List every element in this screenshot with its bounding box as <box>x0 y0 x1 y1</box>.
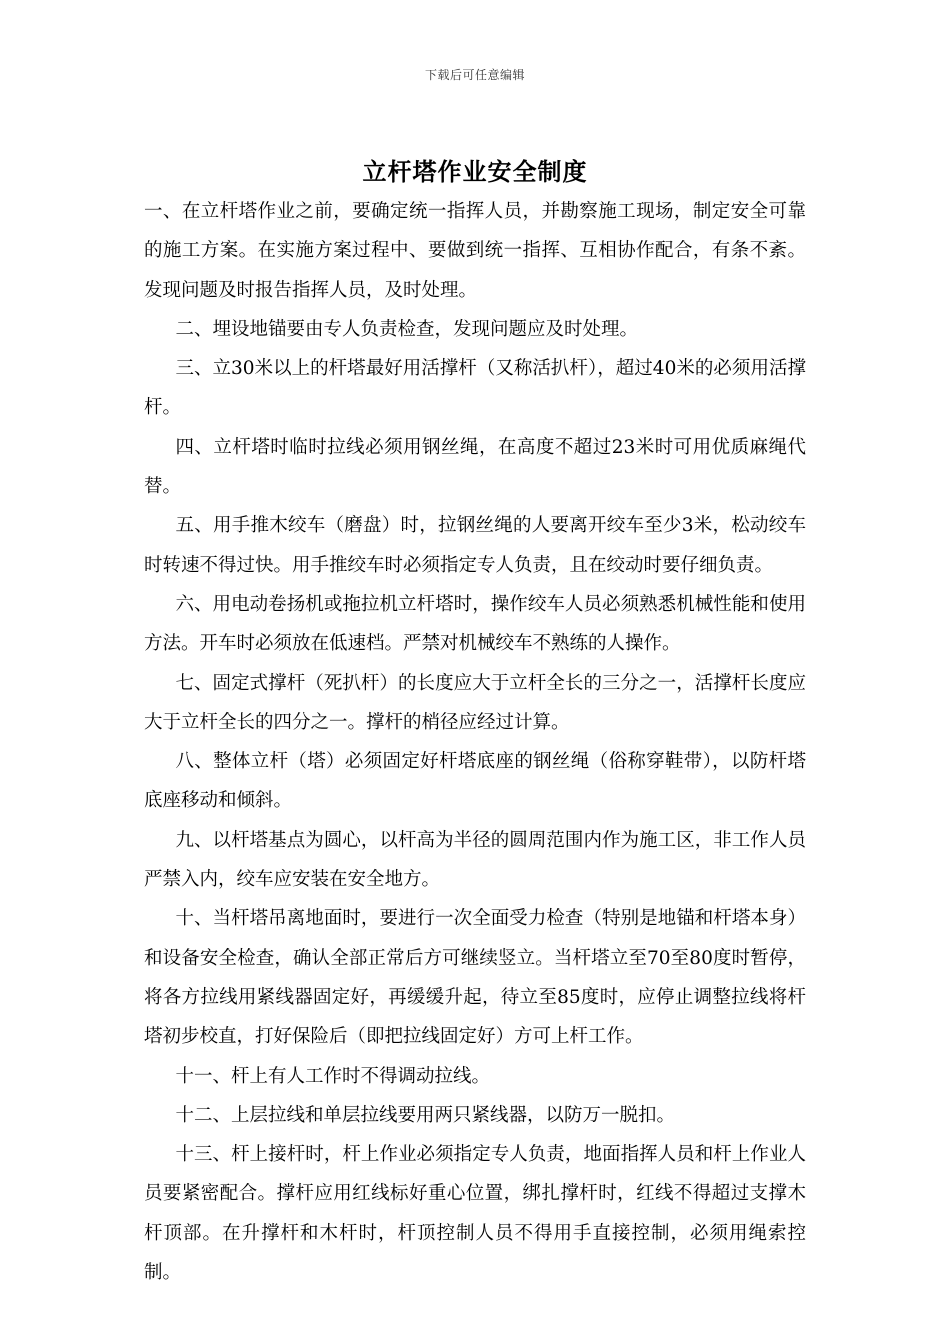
paragraph-13: 十三、杆上接杆时，杆上作业必须指定专人负责，地面指挥人员和杆上作业人员要紧密配合。撑杆应用红线标好重心位置，绑扎撑杆时，红线不得超过支撑木杆顶部。在升撑杆和木杆时，杆顶控制人员不得用手直接控制，必须用绳索控制。 <box>144 1144 806 1284</box>
paragraph-8: 八、整体立杆（塔）必须固定好杆塔底座的钢丝绳（俗称穿鞋带），以防杆塔底座移动和倾斜。 <box>144 751 806 812</box>
paragraph-7: 七、固定式撑杆（死扒杆）的长度应大于立杆全长的三分之一，活撑杆长度应大于立杆全长的四分之一。撑杆的梢径应经过计算。 <box>144 672 806 733</box>
paragraph-4: 四、立杆塔时临时拉线必须用钢丝绳，在高度不超过23米时可用优质麻绳代替。 <box>144 436 806 498</box>
page-title: 立杆塔作业安全制度 <box>362 158 588 186</box>
paragraph-6: 六、用电动卷扬机或拖拉机立杆塔时，操作绞车人员必须熟悉机械性能和使用方法。开车时必须放在低速档。严禁对机械绞车不熟练的人操作。 <box>144 593 806 655</box>
document-body <box>144 192 806 1292</box>
paragraph-11: 十一、杆上有人工作时不得调动拉线。 <box>175 1065 490 1087</box>
paragraph-12: 十二、上层拉线和单层拉线要用两只紧线器，以防万一脱扣。 <box>175 1104 675 1126</box>
paragraph-9: 九、以杆塔基点为圆心，以杆高为半径的圆周范围内作为施工区，非工作人员严禁入内，绞车应安装在安全地方。 <box>144 829 806 891</box>
header-note: 下载后可任意编辑 <box>424 68 525 82</box>
paragraph-10: 十、当杆塔吊离地面时，要进行一次全面受力检查（特别是地锚和杆塔本身）和设备安全检查，确认全部正常后方可继续竖立。当杆塔立至70至80度时暂停，将各方拉线用紧线器固定好，再缓缓升起，待立至85度时，应停止调整拉线将杆塔初步校直，打好保险后（即把拉线固定好）方可上杆工作。 <box>144 908 806 1048</box>
paragraph-2: 二、埋设地锚要由专人负责检查，发现问题应及时处理。 <box>175 318 638 340</box>
paragraph-5: 五、用手推木绞车（磨盘）时，拉钢丝绳的人要离开绞车至少3米，松动绞车时转速不得过快。用手推绞车时必须指定专人负责，且在绞动时要仔细负责。 <box>144 515 806 576</box>
paragraph-1: 一、在立杆塔作业之前，要确定统一指挥人员，并勘察施工现场，制定安全可靠的施工方案。在实施方案过程中、要做到统一指挥、互相协作配合，有条不紊。发现问题及时报告指挥人员，及时处理。 <box>144 201 806 301</box>
paragraph-3: 三、立30米以上的杆塔最好用活撑杆（又称活扒杆），超过40米的必须用活撑杆。 <box>144 358 806 419</box>
